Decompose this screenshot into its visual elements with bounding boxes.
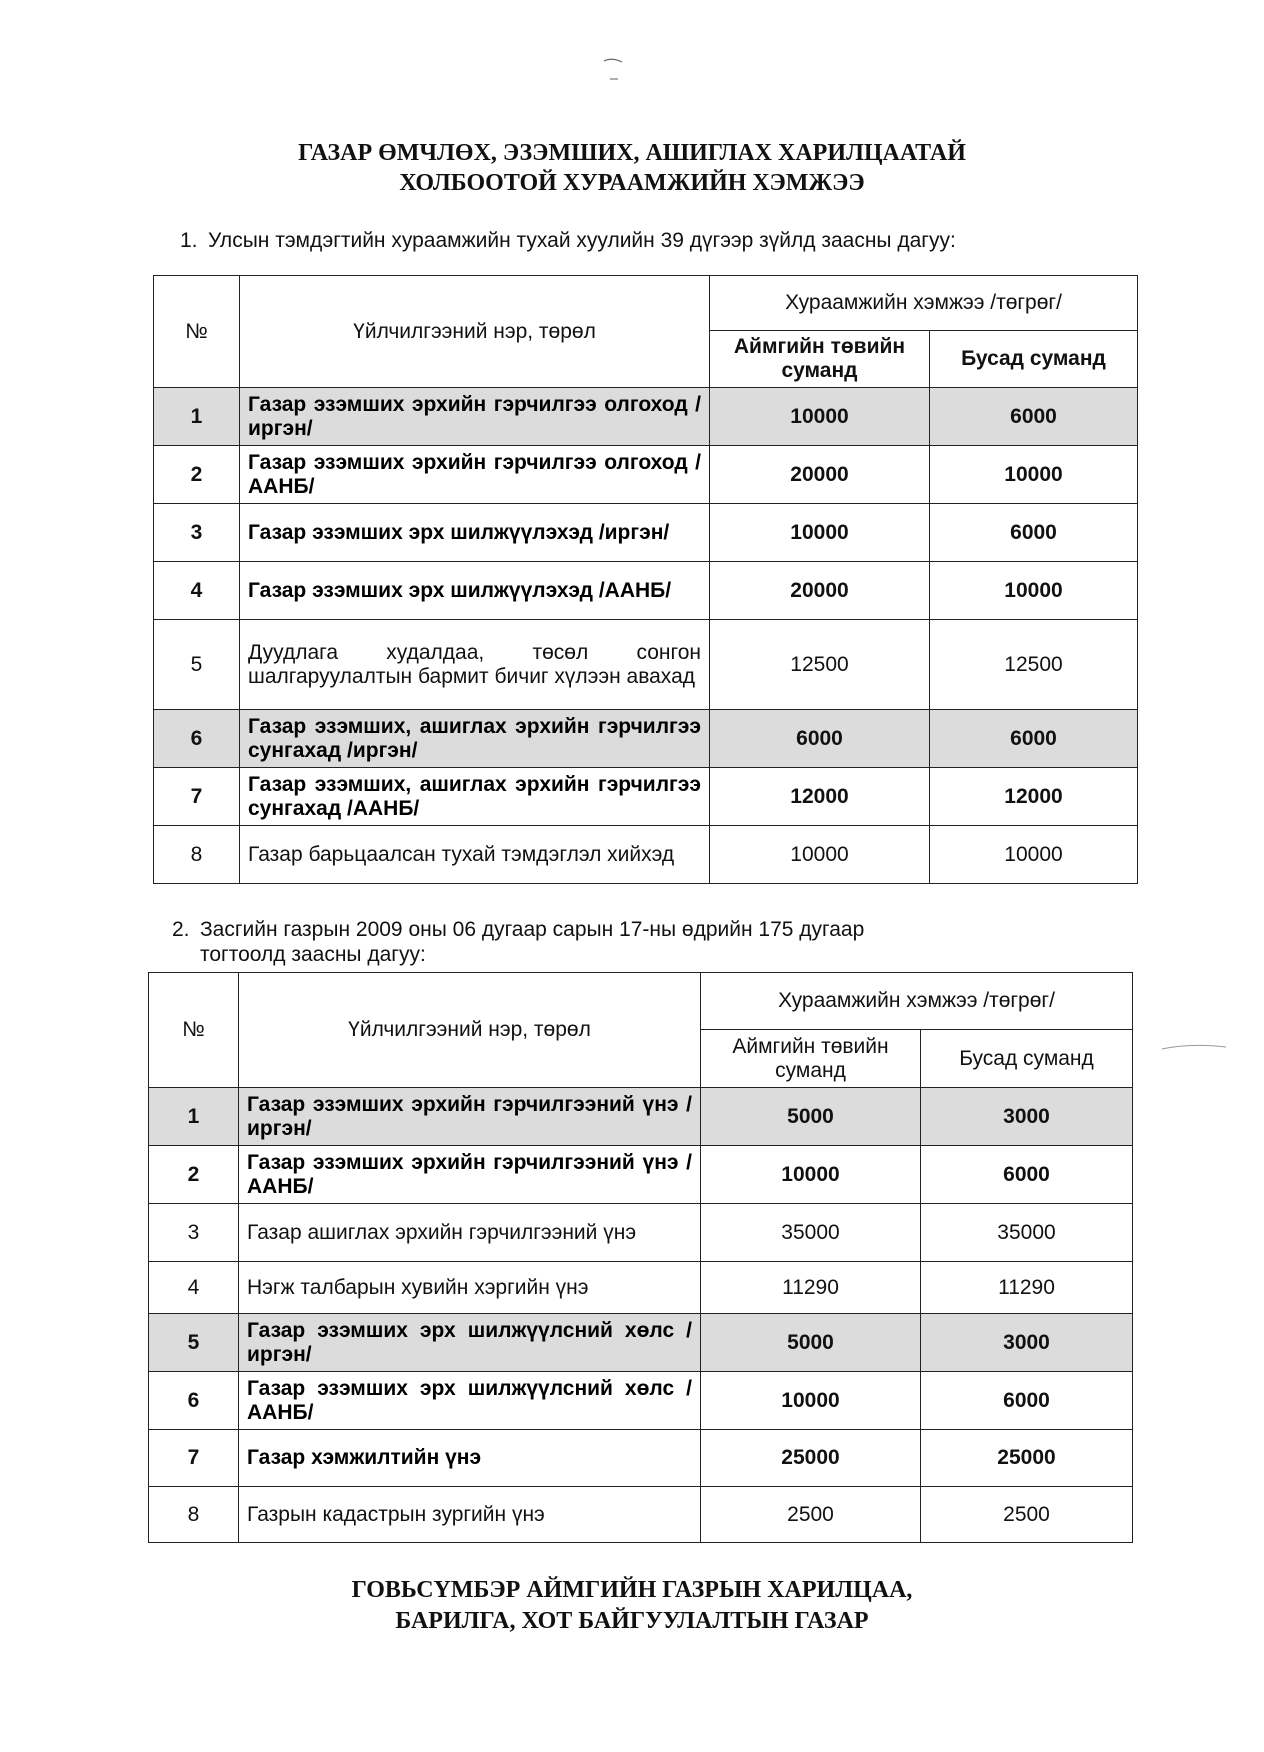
row-number: 4 (154, 562, 240, 620)
fee-other: 6000 (930, 388, 1138, 446)
table-row (149, 1088, 1133, 1146)
footer-line: ГОВЬСҮМБЭР АЙМГИЙН ГАЗРЫН ХАРИЛЦАА, (351, 1577, 913, 1603)
row-number: 2 (154, 446, 240, 504)
fee-table-2-body (149, 1088, 1133, 1543)
fee-other: 2500 (921, 1487, 1133, 1543)
scan-speck (600, 55, 630, 85)
header-center: Аймгийн төвийн суманд (701, 1030, 921, 1088)
fee-center: 5000 (701, 1088, 921, 1146)
fee-table-1 (153, 275, 1138, 884)
fee-center: 2500 (701, 1487, 921, 1543)
fee-other: 6000 (921, 1146, 1133, 1204)
header-center: Аймгийн төвийн суманд (710, 331, 930, 388)
row-number: 8 (154, 826, 240, 884)
row-number: 1 (149, 1088, 239, 1146)
service-name: Дуудлага худалдаа, төсөл сонгон шалгаруулалтын бармит бичиг хүлээн авахад (240, 620, 710, 710)
fee-other: 3000 (921, 1088, 1133, 1146)
fee-other: 12500 (930, 620, 1138, 710)
fee-center: 10000 (701, 1372, 921, 1430)
service-name: Газар эзэмших эрхийн гэрчилгээний үнэ /ААНБ/ (239, 1146, 701, 1204)
service-name: Газар эзэмших, ашиглах эрхийн гэрчилгээ сунгахад /иргэн/ (240, 710, 710, 768)
fee-other: 6000 (921, 1372, 1133, 1430)
row-number: 3 (154, 504, 240, 562)
header-other: Бусад суманд (930, 331, 1138, 388)
section-number: 2. (172, 918, 190, 941)
fee-other: 10000 (930, 446, 1138, 504)
table-row (154, 826, 1138, 884)
fee-center: 6000 (710, 710, 930, 768)
table-row (154, 620, 1138, 710)
row-number: 4 (149, 1262, 239, 1314)
row-number: 6 (154, 710, 240, 768)
header-service: Үйлчилгээний нэр, төрөл (239, 973, 701, 1088)
service-name: Газар эзэмших эрх шилжүүлсний хөлс /иргэн/ (239, 1314, 701, 1372)
row-number: 5 (149, 1314, 239, 1372)
fee-other: 6000 (930, 504, 1138, 562)
table-row (154, 446, 1138, 504)
service-name: Газар эзэмших эрх шилжүүлэхэд /иргэн/ (240, 504, 710, 562)
section-2-heading (172, 917, 1132, 967)
issuing-authority (0, 1575, 1264, 1637)
table-row (149, 1487, 1133, 1543)
row-number: 8 (149, 1487, 239, 1543)
header-no: № (149, 973, 239, 1088)
table-row (149, 1146, 1133, 1204)
fee-other: 25000 (921, 1430, 1133, 1487)
table-row (154, 768, 1138, 826)
fee-other: 12000 (930, 768, 1138, 826)
service-name: Газар эзэмших эрх шилжүүлсний хөлс /ААНБ/ (239, 1372, 701, 1430)
table-row (149, 1430, 1133, 1487)
scan-speck (1160, 1040, 1230, 1054)
title-line: ГАЗАР ӨМЧЛӨХ, ЭЗЭМШИХ, АШИГЛАХ ХАРИЛЦААТАЙ (298, 140, 966, 166)
section-text-continued: тогтоолд заасны дагуу: (200, 943, 426, 966)
document-title (0, 138, 1264, 198)
fee-center: 10000 (710, 504, 930, 562)
service-name: Газар эзэмших эрх шилжүүлэхэд /ААНБ/ (240, 562, 710, 620)
section-1-heading (180, 228, 1140, 253)
section-text: Засгийн газрын 2009 оны 06 дугаар сарын 17-ны өдрийн 175 дугаар (200, 918, 865, 941)
row-number: 2 (149, 1146, 239, 1204)
fee-center: 10000 (710, 826, 930, 884)
fee-table-2 (148, 972, 1133, 1543)
fee-center: 5000 (701, 1314, 921, 1372)
section-text: Улсын тэмдэгтийн хураамжийн тухай хуулийн 39 дүгээр зүйлд заасны дагуу: (208, 229, 956, 252)
table-row (149, 1204, 1133, 1262)
fee-center: 11290 (701, 1262, 921, 1314)
fee-table-1-body (154, 388, 1138, 884)
table-row (149, 1372, 1133, 1430)
row-number: 3 (149, 1204, 239, 1262)
service-name: Газар эзэмших эрхийн гэрчилгээний үнэ /иргэн/ (239, 1088, 701, 1146)
service-name: Газрын кадастрын зургийн үнэ (239, 1487, 701, 1543)
fee-center: 12000 (710, 768, 930, 826)
row-number: 1 (154, 388, 240, 446)
table-row (154, 710, 1138, 768)
row-number: 7 (154, 768, 240, 826)
fee-center: 20000 (710, 562, 930, 620)
fee-other: 6000 (930, 710, 1138, 768)
service-name: Газар барьцаалсан тухай тэмдэглэл хийхэд (240, 826, 710, 884)
fee-other: 3000 (921, 1314, 1133, 1372)
footer-line: БАРИЛГА, ХОТ БАЙГУУЛАЛТЫН ГАЗАР (395, 1608, 869, 1634)
row-number: 7 (149, 1430, 239, 1487)
row-number: 5 (154, 620, 240, 710)
service-name: Газар эзэмших, ашиглах эрхийн гэрчилгээ сунгахад /ААНБ/ (240, 768, 710, 826)
fee-center: 10000 (710, 388, 930, 446)
fee-other: 35000 (921, 1204, 1133, 1262)
fee-center: 25000 (701, 1430, 921, 1487)
service-name: Газар эзэмших эрхийн гэрчилгээ олгоход /иргэн/ (240, 388, 710, 446)
fee-center: 35000 (701, 1204, 921, 1262)
service-name: Нэгж талбарын хувийн хэргийн үнэ (239, 1262, 701, 1314)
table-row (149, 1262, 1133, 1314)
title-line: ХОЛБООТОЙ ХУРААМЖИЙН ХЭМЖЭЭ (399, 170, 865, 196)
service-name: Газар эзэмших эрхийн гэрчилгээ олгоход /ААНБ/ (240, 446, 710, 504)
table-row (154, 562, 1138, 620)
header-service: Үйлчилгээний нэр, төрөл (240, 276, 710, 388)
service-name: Газар хэмжилтийн үнэ (239, 1430, 701, 1487)
fee-other: 10000 (930, 562, 1138, 620)
table-row (154, 504, 1138, 562)
table-row (154, 388, 1138, 446)
section-number: 1. (180, 229, 198, 252)
header-fee-group: Хураамжийн хэмжээ /төгрөг/ (710, 276, 1138, 331)
fee-center: 12500 (710, 620, 930, 710)
row-number: 6 (149, 1372, 239, 1430)
header-fee-group: Хураамжийн хэмжээ /төгрөг/ (701, 973, 1133, 1030)
table-row (149, 1314, 1133, 1372)
fee-other: 10000 (930, 826, 1138, 884)
fee-center: 20000 (710, 446, 930, 504)
fee-other: 11290 (921, 1262, 1133, 1314)
header-other: Бусад суманд (921, 1030, 1133, 1088)
fee-center: 10000 (701, 1146, 921, 1204)
header-no: № (154, 276, 240, 388)
service-name: Газар ашиглах эрхийн гэрчилгээний үнэ (239, 1204, 701, 1262)
